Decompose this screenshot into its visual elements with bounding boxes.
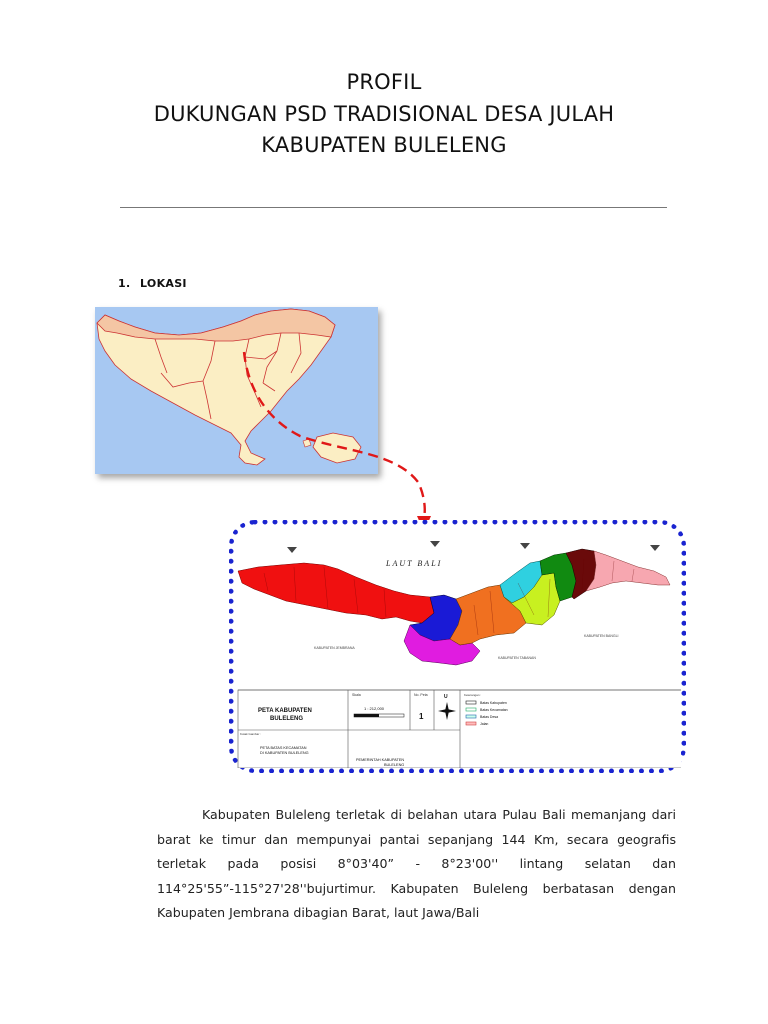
legend-swatch-4: [466, 722, 476, 725]
location-paragraph: Kabupaten Buleleng terletak di belahan utara Pulau Bali memanjang dari barat ke timur dan mempunyai pantai sepanjang 144 Km, secara geografis terletak pada posisi 8°03'40” - 8°23'00'' lintang selatan dan 114°25'55”-115°27'28''bujurtimur. Kabupaten Buleleng berbatasan dengan Kabupaten Jembrana dibagian Barat, laut Jawa/Bali: [157, 807, 676, 920]
legend-swatch-3: [466, 715, 476, 718]
legend-heading: Keterangan :: [464, 693, 482, 697]
legend-swatch-2: [466, 708, 476, 711]
legend-item-3: Batas Desa: [480, 715, 499, 719]
issuer-line-2: BULELENG: [384, 763, 405, 767]
legend-swatch-1: [466, 701, 476, 704]
scale-label: Skala: [352, 693, 361, 697]
neighbor-southeast-label: KABUPATEN BANGLI: [584, 634, 619, 638]
north-symbol: U: [444, 694, 448, 700]
buleleng-detail-map: [234, 525, 681, 768]
scale-bar-fill: [354, 714, 379, 717]
buleleng-map-frame: [229, 520, 686, 773]
legend-map-title-2: BULELENG: [270, 716, 303, 722]
legend-item-1: Batas Kabupaten: [480, 701, 507, 705]
title-line-3: KABUPATEN BULELENG: [261, 133, 507, 157]
title-line-2: DUKUNGAN PSD TRADISIONAL DESA JULAH: [153, 102, 615, 126]
map-legend: [238, 690, 681, 768]
sheet-value: 1: [419, 712, 424, 721]
neighbor-south-label: KABUPATEN TABANAN: [498, 656, 536, 660]
grid-markers: [287, 541, 660, 553]
legend-item-4: Jalan: [480, 722, 489, 726]
pointer-arrow-line: [244, 352, 425, 518]
legend-map-title: PETA KABUPATEN: [258, 708, 312, 714]
scale-value: 1 : 212,000: [364, 706, 385, 711]
body-paragraph: [157, 803, 676, 926]
map-subtitle-2: DI KABUPATEN BULELENG: [260, 751, 309, 755]
title-line-1: PROFIL: [346, 70, 422, 94]
map-subtitle-1: PETA BATAS KECAMATAN: [260, 746, 307, 750]
district-red: [238, 563, 434, 623]
district-pink: [586, 551, 670, 591]
sheet-label: No. Peta: [414, 693, 428, 697]
issuer-line-1: PEMERINTAH KABUPATEN: [356, 758, 405, 762]
neighbor-west-label: KABUPATEN JEMBRANA: [314, 646, 355, 650]
sea-label: LAUT BALI: [386, 559, 443, 568]
section-number: 1.: [118, 277, 131, 290]
section-title: LOKASI: [140, 277, 187, 290]
source-label: Kotak Gambar :: [240, 732, 262, 736]
legend-item-2: Batas Kecamatan: [480, 708, 508, 712]
